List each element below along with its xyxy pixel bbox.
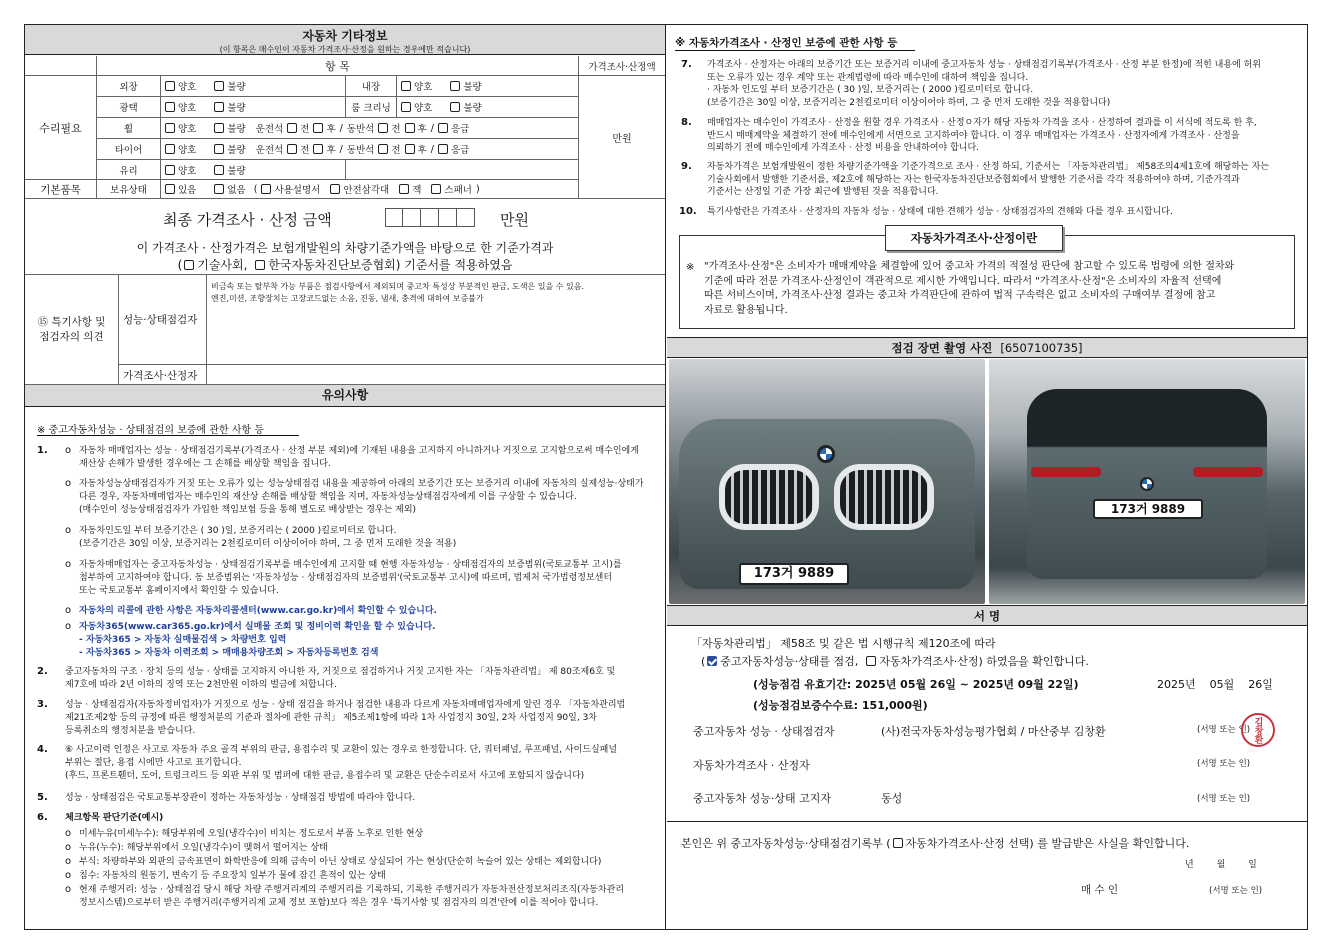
bullet: o [65,856,72,867]
right-column [667,25,1307,929]
repair-table [25,56,665,199]
inspector-opinion[interactable] [207,275,665,365]
jack-checkbox[interactable] [399,184,409,194]
wheel-driver-front-checkbox[interactable] [287,123,297,133]
buyer-price-checkbox[interactable] [893,838,903,848]
performance-check-label: 중고자동차성능·상태를 점검, [720,655,859,668]
final-price-title: 최종 가격조사 · 산정 금액 [163,211,332,229]
kada-checkbox[interactable] [255,260,265,270]
notice-5: 성능 · 상태점검은 국토교통부장관이 정하는 자동차성능 · 상태점검 방법에 따라야 합니다. [65,793,416,803]
bullet: o [65,525,72,536]
digit-box[interactable] [439,208,457,227]
notice-3: 성능 · 상태점검자(자동차정비업자)가 거짓으로 성능 · 상태 점검을 하거나 점검한 내용과 다르게 자동차매매업자에게 알린 경우 「자동차관리법 제21조제2항 등의 규정에 따른 행정처분의 기준과 절차에 관한 규칙」 제5조제1항에 따라 1차 사업정지 30일, 2차 사업정지 90일, 3차 등록취소의 행정처분을 받습니다. [65,700,626,736]
polish-options [161,97,346,118]
definition-text: "가격조사·산정"은 소비자가 매매계약을 체결함에 있어 중고차 가격의 적절성 판단에 참고할 수 있도록 법령에 의한 절차와 기준에 따라 전문 가격조사·산정인이 객관적으로 제시한 가액입니다. 따라서 "가격조사·산정"은 소비자의 자율적 선택에 따른 서비스이며, 가격조사·산정 결과는 중고차 가격판단에 관하여 법적 구속력은 없고 소비자의 구매여부 결정에 참고 자료로 활용됩니다. [704,261,1235,316]
price-check-label: 자동차가격조사·산정) 하였음을 확인합니다. [879,655,1089,668]
paren: ( [253,183,258,195]
item-number: 1. [37,445,48,456]
option-label: 잭 [412,185,422,196]
row-label-tire: 타이어 [97,139,161,160]
special-notes [25,275,665,385]
inspection-form-page [24,24,1308,930]
price-opinion[interactable] [207,365,665,385]
option-label: 있음 [178,185,197,196]
driver-label: 운전석 [255,145,284,156]
taillight-left [1031,467,1101,477]
special-text: 비금속 또는 탈부착 가능 부품은 점검사항에서 제외되며 중고차 특성상 부분적인 판금, 도색은 있을 수 있음. 엔진,미션, 조향장치는 고장코드없는 소음, 진동, 냄새, 충격에 대하여 보증불가 [211,282,584,303]
notice-8: 매매업자는 매수인이 가격조사 · 산정을 원할 경우 가격조사 · 산정ㅇ자가 해당 자동차 가격을 조사 · 산정하여 결과를 이 서식에 적도록 한 후, 반드시 매매계약을 체결하기 전에 매수인에게 서면으로 고지하여야 합니다. 이 경우 매매업자는 가격조사 · 산정자에게 가격조사 · 산정을 의뢰하기 전에 매수인에게 가격조사 · 산정 비용을 안내하여야 합니다. [707,118,1257,154]
price-check-checkbox[interactable] [866,656,876,666]
option-label: 불량 [463,82,482,93]
option-label: 불량 [227,103,246,114]
bullet: o [65,828,72,839]
definition-title: 자동차가격조사·산정이란 [885,225,1063,251]
option-label: 양호 [178,124,197,135]
notifier-seal-hint: (서명 또는 인) [1197,794,1251,804]
option-label: 응급 [450,124,470,135]
basic-options [161,180,579,199]
row-label-polish: 광택 [97,97,161,118]
validity-period: (성능점검 유효기간: 2025년 05월 26일 ~ 2025년 09월 22일) [753,678,1079,691]
notice-6e: 현재 주행거리: 성능 · 상태점검 당시 해당 차량 주행거리계의 주행거리를 기록하되, 기록한 주행거리가 자동차전산정보처리조직(자동차관리 정보시스템)으로부터 받은 주행거리(주행거리계 교체 정보 포함)보다 적은 경우 '특기사항 및 점검자의 의견'란에 이를 적어야 합니다. [79,885,625,908]
option-label: 후 [326,124,336,135]
buyer-seal-hint: (서명 또는 인) [1209,886,1263,896]
signature-date: 2025년 05월 26일 [1157,678,1273,691]
notifier-role: 중고자동차 성능·상태 고지자 [693,792,832,805]
notice-1f-car365-link[interactable]: 자동차365(www.car365.go.kr)에서 실매물 조회 및 정비이력 확인을 할 수 있습니다. - 자동차365 > 자동차 실매물검색 > 차량번호 입력 - 자동차365 > 자동차 이력조회 > 매매용차량조회 > 자동차등록번호 검색 [79,622,436,658]
rear-photo [989,359,1305,604]
row-label-room-clean: 룸 크리닝 [346,97,397,118]
interior-bad-checkbox[interactable] [450,81,460,91]
buyer-confirm-line [681,835,1189,851]
option-label: 불량 [227,124,246,135]
option-label: 응급 [450,145,470,156]
warranty-heading: ※ 중고자동차성능 · 상태점검의 보증에 관한 사항 등 [37,425,265,436]
front-plate: 173거 9889 [739,563,849,585]
digit-box[interactable] [457,208,475,227]
exterior-bad-checkbox[interactable] [214,81,224,91]
notice-4: ⑥ 사고이력 인정은 사고로 자동차 주요 골격 부위의 판금, 용접수리 및 교환이 있는 경우로 한정합니다. 단, 쿼터패널, 루프패널, 사이드실패널 부위는 절단, 용접 시에만 사고로 표기합니다. (후드, 프론트휀더, 도어, 트렁크리드 등 외판 부위 및 범퍼에 대한 판금, 용접수리 및 교환은 단순수리로서 사고에 포함되지 않습니다) [65,745,618,781]
tire-passenger-rear-checkbox[interactable] [405,144,415,154]
item-number: 4. [37,744,48,755]
notice-6b: 누유(누수): 해당부위에서 오일(냉각수)이 맺혀서 떨어지는 상태 [79,843,328,853]
option-label: 전 [391,145,401,156]
polish-good-checkbox[interactable] [165,102,175,112]
price-warranty-underline [675,50,915,51]
option-label: 양호 [178,145,197,156]
item-number: 5. [37,792,48,803]
option-label: 양호 [178,103,197,114]
price-role: 자동차가격조사 · 산정자 [693,759,810,772]
triangle-checkbox[interactable] [330,184,340,194]
warranty-heading-underline [37,435,299,436]
exterior-options [161,76,346,97]
final-desc-2: ( 기술사회, 한국자동차진단보증협회) 기준서를 적용하였음 [177,258,513,272]
inspector-role: 중고자동차 성능 · 상태점검자 [693,725,835,738]
room-clean-bad-checkbox[interactable] [450,102,460,112]
option-label: 전 [391,124,401,135]
option-label: 양호 [178,82,197,93]
notice-1e-recall-link[interactable]: 자동차의 리콜에 관한 사항은 자동차리콜센터(www.car.go.kr)에서 확인할 수 있습니다. [79,606,437,616]
notice-header: 유의사항 [25,385,665,407]
bullet: o [65,842,72,853]
signature-law: 「자동차관리법」 제58조 및 같은 법 시행규칙 제120조에 따라 [691,637,996,650]
signature-header: 서 명 [667,605,1307,626]
final-price-box [25,199,665,275]
wheel-passenger-front-checkbox[interactable] [378,123,388,133]
bullet: o [65,870,72,881]
notice-6: 체크항목 판단기준(예시) [65,813,164,823]
inspector-name: (사)전국자동차성능평가협회 / 마산중부 김창환 [881,725,1106,738]
final-price-unit: 만원 [500,211,529,229]
item-number: 10. [679,206,697,217]
option-label: 후 [417,124,427,135]
polish-bad-checkbox[interactable] [214,102,224,112]
option-label: 사용설명서 [274,185,321,196]
tech-society-label: 기술사회, [197,258,248,272]
special-label: ⑮ 특기사항 및 점검자의 의견 [25,275,119,385]
notice-1a: 자동차 매매업자는 성능 · 상태점검기록부(가격조사 · 산정 부분 제외)에 기재된 내용을 고지하지 아니하거나 거짓으로 고지함으로써 매수인에게 재산상 손해가 발생한 경우에는 그 손해를 배상할 책임을 집니다. [79,446,639,469]
item-number: 3. [37,699,48,710]
bmw-logo-icon [817,445,835,463]
digit-box[interactable] [403,208,421,227]
option-label: 양호 [414,82,433,93]
option-label: 불량 [227,82,246,93]
option-label: 안전삼각대 [343,185,390,196]
final-desc-1: 이 가격조사 · 산정가격은 보험개발원의 차량기준가액을 바탕으로 한 기준가격과 [136,241,554,255]
option-label: 양호 [414,103,433,114]
price-seal-hint: (서명 또는 인) [1197,759,1251,769]
item-number: 9. [681,161,692,172]
other-info-header [25,25,665,55]
paren: ) [475,183,480,195]
bullet: o [65,621,72,632]
glass-bad-checkbox[interactable] [214,165,224,175]
performance-check-checkbox[interactable] [707,656,717,666]
buyer-confirm-a: 본인은 위 중고자동차성능·상태점검기록부 ( [681,837,891,850]
row-label-interior: 내장 [346,76,397,97]
item-number: 6. [37,812,48,823]
notice-1d: 자동차매매업자는 중고자동차성능 · 상태점검기록부를 매수인에게 고지할 때 현행 자동차성능 · 상태점검자의 보증범위(국토교통부 고시)를 첨부하여 고지하여야 합니다. 동 보증범위는 '자동차성능 · 상태점검자의 보증범위'(국토교통부 고시)에 따르며, 법제처 국가법령정보센터 또는 국토교통부 홈페이지에서 확인할 수 있습니다. [79,560,622,596]
deposit-fee: (성능점검보증수수료: 151,000원) [753,699,928,712]
notice-6c: 부식: 차량하부와 외판의 금속표면이 화학반응에 의해 금속이 아닌 상태로 상실되어 가는 현상(단순히 녹슬어 있는 상태는 제외합니다) [79,857,602,867]
kada-label: 한국자동차진단보증협회) 기준서를 적용하였음 [268,258,513,272]
room-clean-good-checkbox[interactable] [401,102,411,112]
row-label-exterior: 외장 [97,76,161,97]
driver-label: 운전석 [255,124,284,135]
room-clean-options [397,97,579,118]
wheel-passenger-rear-checkbox[interactable] [405,123,415,133]
inspector-seal-stamp: 김창환 [1241,713,1275,747]
interior-options [397,76,579,97]
notifier-name: 동성 [881,792,903,805]
exterior-good-checkbox[interactable] [165,81,175,91]
option-label: 양호 [178,165,197,177]
option-label: 스패너 [444,185,472,196]
bullet: o [65,445,72,456]
bmw-logo-icon [1140,477,1154,491]
other-info-subtitle: (이 항목은 매수인이 자동차 가격조사·산정을 원하는 경우에만 적습니다) [219,45,471,54]
bullet: o [65,478,72,489]
option-label: 불량 [227,145,246,156]
price-label: 가격조사·산정자 [119,365,207,385]
tire-driver-rear-checkbox[interactable] [313,144,323,154]
definition-star: ※ [686,262,695,273]
option-label: 후 [326,145,336,156]
bullet: o [65,884,72,895]
notice-7: 가격조사 · 산정자는 아래의 보증기간 또는 보증거리 이내에 중고자동차 성능 · 상태점검기록부(가격조사 · 산정 부분 한정)에 적힌 내용에 허위 또는 오류가 있는 경우 계약 또는 관계법령에 따라 매수인에 대하여 책임을 집니다. · 자동차 인도일 부터 보증기간은 ( 30 )일, 보증거리는 ( 2000 )킬로미터로 합니다. (보증기간은 30일 이상, 보증거리는 2천킬로미터 이상이어야 하며, 그 중 먼저 도래한 것을 적용합니다) [707,60,1261,108]
manual-checkbox[interactable] [261,184,271,194]
glass-empty [346,160,579,180]
other-info-title: 자동차 기타정보 [302,29,388,43]
notice-1b: 자동차성능상태점검자가 거짓 또는 오류가 있는 성능상태점검 내용을 제공하여 아래의 보증기간 또는 보증거리 이내에 자동차의 실제성능·상태가 다른 경우, 자동차매매업자는 매수인의 재산상 손해를 배상할 책임을 지며, 자동차성능상태점검자에게 이를 구상할 수 있습니다. (매수인이 성능상태점검자가 가입한 책임보험 등을 통해 별도로 배상받는 경우는 제외) [79,479,644,515]
notice-9: 자동차가격은 보험개발원이 정한 차량기준가액을 기준가격으로 조사 · 산정 하되, 기준서는 「자동차관리법」 제58조의4제1호에 해당하는 자는 기술사회에서 발행한 기준서를, 제2호에 해당하는 자는 한국자동차진단보증협회에서 발행한 기준서를 각각 적용하여야 하며, 기준가격과 기준서는 산정일 기준 가장 최근에 발행된 것을 적용합니다. [707,162,1269,198]
left-column [25,25,666,929]
inspector-label: 성능·상태점검자 [119,275,207,365]
tire-bad-checkbox[interactable] [214,144,224,154]
wheel-good-checkbox[interactable] [165,123,175,133]
row-label-glass: 유리 [97,160,161,180]
tech-society-checkbox[interactable] [184,260,194,270]
tire-driver-front-checkbox[interactable] [287,144,297,154]
option-label: 불량 [463,103,482,114]
front-photo [669,359,985,604]
final-price-boxes[interactable] [385,208,475,227]
paren: ( [701,654,706,668]
rear-plate: 173거 9889 [1093,499,1203,519]
wheel-bad-checkbox[interactable] [214,123,224,133]
basic-label: 기본품목 [25,180,97,199]
notice-6a: 미세누유(미세누수): 해당부위에 오일(냉각수)이 비치는 정도로서 부품 노후로 인한 현상 [79,829,424,839]
wheel-options [161,118,579,139]
glass-good-checkbox[interactable] [165,165,175,175]
grille-right [834,464,934,530]
item-number: 8. [681,117,692,128]
buyer-confirm-b: 자동차가격조사·산정 선택) 를 발급받은 사실을 확인합니다. [905,837,1190,850]
price-unit: 만원 [579,76,665,199]
tire-good-checkbox[interactable] [165,144,175,154]
bullet: o [65,559,72,570]
digit-box[interactable] [385,208,403,227]
table-corner [25,56,97,76]
slash: / [430,143,434,155]
notice-2: 중고자동차의 구조 · 장치 등의 성능 · 상태를 고지하지 아니한 자, 거짓으로 점검하거나 거짓 고지한 자는 「자동차관리법」 제 80조제6호 및 제7호에 따라 2년 이하의 징역 또는 2천만원 이하의 벌금에 처합니다. [65,667,616,690]
notice-1c: 자동차인도일 부터 보증기간은 ( 30 )일, 보증거리는 ( 2000 )킬로미터로 합니다. (보증기간은 30일 이상, 보증거리는 2천킬로미터 이상이어야 하며, 그 중 먼저 도래한 것을 적용) [79,526,457,549]
price-warranty-heading: ※ 자동차가격조사 · 산정인 보증에 관한 사항 등 [675,37,898,49]
glass-options [161,160,346,180]
divider [667,821,1307,822]
interior-good-checkbox[interactable] [401,81,411,91]
notice-10: 특기사항란은 가격조사 · 산정자의 자동차 성능 · 상태에 대한 견해가 성능 · 상태점검자의 견해와 다를 경우 표시합니다. [707,207,1173,217]
item-number: 7. [681,59,692,70]
wheel-emergency-checkbox[interactable] [438,123,448,133]
passenger-label: 동반석 [346,145,375,156]
photo-id: [6507100735] [1000,341,1083,355]
option-label: 전 [300,124,310,135]
buyer-label: 매 수 인 [1081,884,1119,896]
spanner-checkbox[interactable] [431,184,441,194]
item-number: 2. [37,666,48,677]
row-label-wheel: 휠 [97,118,161,139]
option-label: 없음 [227,185,246,196]
basic-yes-checkbox[interactable] [165,184,175,194]
slash: / [430,122,434,134]
taillight-right [1193,467,1263,477]
photo-title: 점검 장면 촬영 사진 [891,341,993,355]
row-label-owned: 보유상태 [97,180,161,199]
slash: / [339,143,343,155]
grille-left [719,464,819,530]
inspector-seal-hint: (서명 또는 인) [1197,725,1251,735]
tire-passenger-front-checkbox[interactable] [378,144,388,154]
price-header: 가격조사·산정액 [579,56,665,76]
tire-emergency-checkbox[interactable] [438,144,448,154]
option-label: 불량 [227,165,246,177]
bullet: o [65,605,72,616]
buyer-ymd: 년 월 일 [1185,860,1257,870]
notice-6d: 침수: 자동차의 원동기, 변속기 등 주요장치 일부가 물에 잠긴 흔적이 있는 상태 [79,871,386,881]
repair-label: 수리필요 [25,76,97,180]
option-label: 전 [300,145,310,156]
digit-box[interactable] [421,208,439,227]
signature-check-line [701,653,1089,669]
slash: / [339,122,343,134]
tire-options [161,139,579,160]
option-label: 후 [417,145,427,156]
passenger-label: 동반석 [346,124,375,135]
basic-no-checkbox[interactable] [214,184,224,194]
item-header: 항 목 [97,56,579,76]
photo-header [667,337,1307,358]
wheel-driver-rear-checkbox[interactable] [313,123,323,133]
